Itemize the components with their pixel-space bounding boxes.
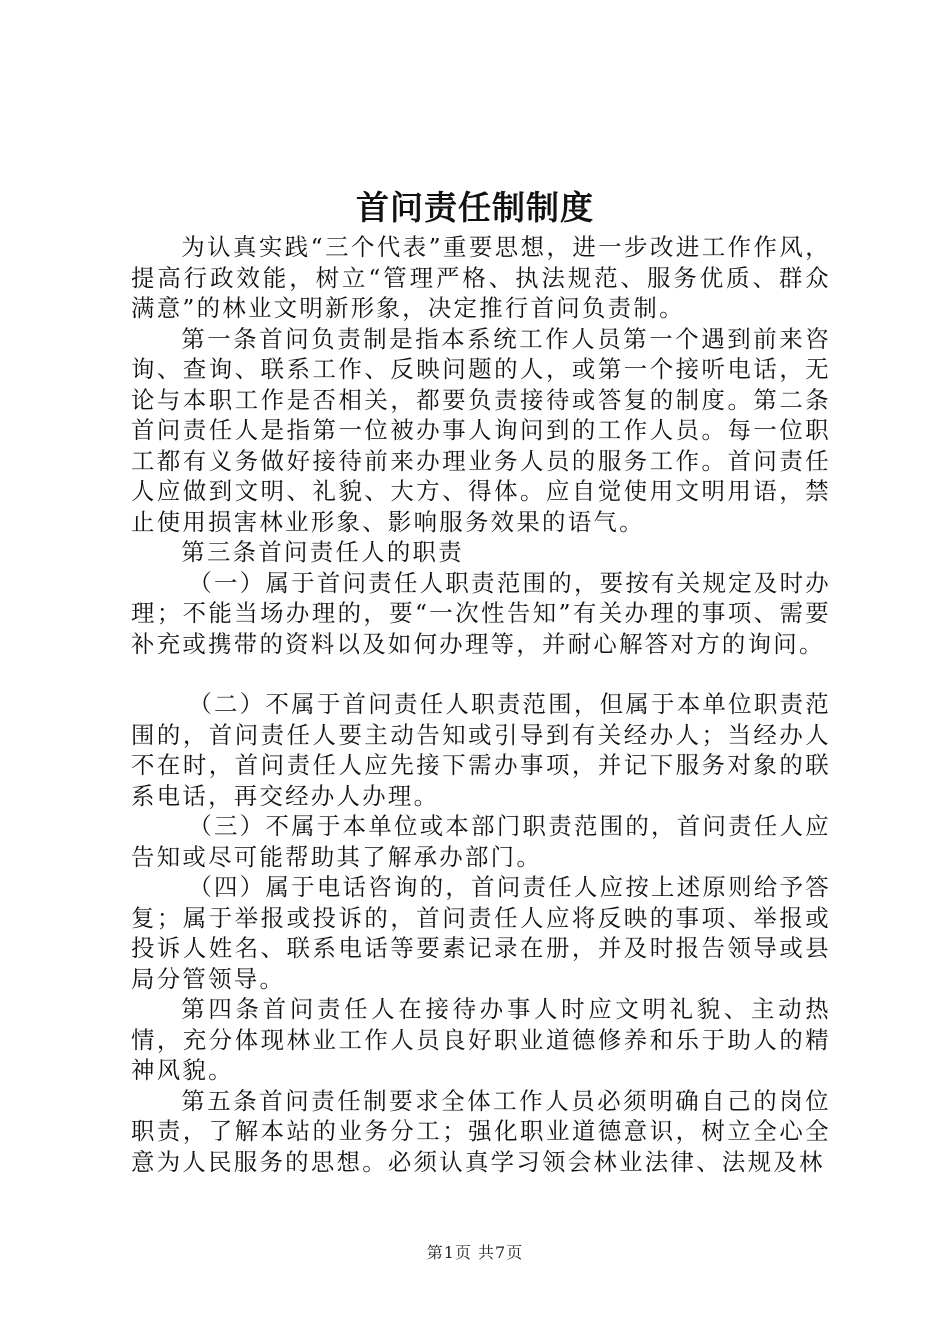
document-title: 首问责任制制度 bbox=[356, 188, 594, 227]
document-body bbox=[131, 232, 831, 1177]
paragraph-item-3: （三）不属于本单位或本部门职责范围的，首问责任人应告知或尽可能帮助其了解承办部门。 bbox=[131, 812, 831, 871]
paragraph-article-1-2: 第一条首问负责制是指本系统工作人员第一个遇到前来咨询、查询、联系工作、反映问题的人，或第一个接听电话，无论与本职工作是否相关，都要负责接待或答复的制度。第二条首问责任人是指第一位被办事人询问到的工作人员。每一位职工都有义务做好接待前来办理业务人员的服务工作。首问责任人应做到文明、礼貌、大方、得体。应自觉使用文明用语，禁止使用损害林业形象、影响服务效果的语气。 bbox=[131, 324, 831, 536]
paragraph-intro: 为认真实践“三个代表”重要思想，进一步改进工作作风，提高行政效能，树立“管理严格、执法规范、服务优质、群众满意”的林业文明新形象，决定推行首问负责制。 bbox=[131, 233, 831, 322]
paragraph-item-4: （四）属于电话咨询的，首问责任人应按上述原则给予答复；属于举报或投诉的，首问责任人应将反映的事项、举报或投诉人姓名、联系电话等要素记录在册，并及时报告领导或县局分管领导。 bbox=[131, 873, 831, 993]
paragraph-article-3-heading: 第三条首问责任人的职责 bbox=[181, 538, 464, 566]
paragraph-article-5: 第五条首问责任制要求全体工作人员必须明确自己的岗位职责，了解本站的业务分工；强化职业道德意识，树立全心全意为人民服务的思想。必须认真学习领会林业法律、法规及林 bbox=[131, 1086, 831, 1176]
page-number-footer: 第1页 共7页 bbox=[426, 1243, 524, 1262]
paragraph-item-1: （一）属于首问责任人职责范围的，要按有关规定及时办理；不能当场办理的，要“一次性告知”有关办理的事项、需要补充或携带的资料以及如何办理等，并耐心解答对方的询问。 bbox=[131, 568, 831, 658]
paragraph-item-2: （二）不属于首问责任人职责范围，但属于本单位职责范围的，首问责任人要主动告知或引导到有关经办人；当经办人不在时，首问责任人应先接下需办事项，并记下服务对象的联系电话，再交经办人办理。 bbox=[131, 690, 831, 810]
paragraph-article-4: 第四条首问责任人在接待办事人时应文明礼貌、主动热情，充分体现林业工作人员良好职业道德修养和乐于助人的精神风貌。 bbox=[131, 995, 831, 1084]
